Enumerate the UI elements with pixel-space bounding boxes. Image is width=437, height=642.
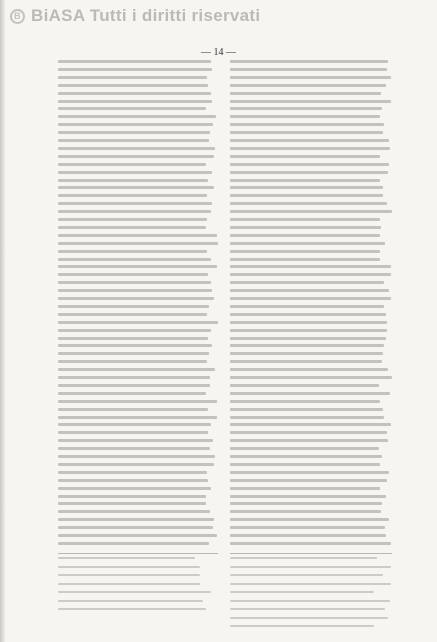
text-line-placeholder — [58, 400, 217, 403]
text-line-placeholder — [230, 139, 389, 142]
text-line-placeholder — [58, 557, 195, 559]
text-line-placeholder — [230, 463, 380, 466]
text-line-placeholder — [230, 600, 390, 602]
text-line-placeholder — [230, 400, 380, 403]
watermark-text: BiASA Tutti i diritti riservati — [31, 6, 261, 25]
footnote-rule-left — [58, 553, 218, 554]
text-line-placeholder — [230, 392, 390, 395]
text-line-placeholder — [58, 376, 210, 379]
text-line-placeholder — [58, 92, 211, 95]
text-line-placeholder — [230, 337, 386, 340]
text-line-placeholder — [58, 431, 208, 434]
text-line-placeholder — [230, 115, 380, 118]
text-line-placeholder — [230, 76, 391, 79]
text-line-placeholder — [58, 487, 211, 490]
text-line-placeholder — [58, 305, 209, 308]
text-line-placeholder — [230, 234, 380, 237]
text-line-placeholder — [58, 510, 210, 513]
text-line-placeholder — [230, 423, 391, 426]
text-line-placeholder — [58, 123, 213, 126]
text-line-placeholder — [58, 329, 211, 332]
text-line-placeholder — [58, 281, 211, 284]
text-line-placeholder — [58, 218, 207, 221]
text-line-placeholder — [58, 250, 207, 253]
text-line-placeholder — [58, 439, 213, 442]
text-line-placeholder — [230, 218, 380, 221]
text-line-placeholder — [230, 68, 387, 71]
text-line-placeholder — [230, 60, 388, 63]
text-line-placeholder — [58, 194, 207, 197]
text-line-placeholder — [230, 471, 389, 474]
text-line-placeholder — [58, 471, 207, 474]
text-line-placeholder — [58, 463, 214, 466]
text-line-placeholder — [58, 392, 206, 395]
text-line-placeholder — [230, 360, 382, 363]
text-line-placeholder — [58, 447, 210, 450]
text-line-placeholder — [230, 534, 386, 537]
text-line-placeholder — [58, 600, 203, 602]
text-line-placeholder — [58, 408, 208, 411]
text-line-placeholder — [230, 289, 389, 292]
text-line-placeholder — [230, 250, 380, 253]
text-line-placeholder — [58, 234, 217, 237]
text-line-placeholder — [230, 186, 383, 189]
text-line-placeholder — [230, 542, 391, 545]
text-line-placeholder — [230, 194, 383, 197]
text-line-placeholder — [58, 76, 207, 79]
text-line-placeholder — [230, 202, 387, 205]
text-line-placeholder — [230, 179, 380, 182]
text-line-placeholder — [58, 100, 212, 103]
text-line-placeholder — [230, 557, 377, 559]
text-line-placeholder — [230, 163, 389, 166]
text-line-placeholder — [58, 518, 214, 521]
text-line-placeholder — [230, 297, 391, 300]
text-line-placeholder — [58, 210, 211, 213]
text-line-placeholder — [230, 305, 384, 308]
text-line-placeholder — [58, 344, 212, 347]
text-line-placeholder — [58, 455, 215, 458]
text-line-placeholder — [230, 273, 391, 276]
text-line-placeholder — [58, 352, 209, 355]
text-line-placeholder — [58, 608, 206, 610]
text-line-placeholder — [230, 608, 385, 610]
text-line-placeholder — [230, 617, 388, 619]
text-line-placeholder — [230, 210, 392, 213]
text-line-placeholder — [58, 313, 207, 316]
text-line-placeholder — [230, 591, 374, 593]
text-line-placeholder — [230, 408, 383, 411]
text-line-placeholder — [230, 566, 391, 568]
text-line-placeholder — [230, 242, 385, 245]
page-number: — 14 — — [201, 47, 236, 58]
text-line-placeholder — [230, 510, 381, 513]
text-line-placeholder — [230, 321, 387, 324]
text-line-placeholder — [58, 155, 214, 158]
text-line-placeholder — [230, 625, 374, 627]
text-line-placeholder — [230, 495, 386, 498]
text-line-placeholder — [230, 487, 380, 490]
text-line-placeholder — [58, 289, 212, 292]
text-line-placeholder — [230, 147, 390, 150]
text-line-placeholder — [58, 242, 218, 245]
text-line-placeholder — [58, 321, 218, 324]
text-line-placeholder — [230, 107, 382, 110]
text-line-placeholder — [58, 265, 217, 268]
watermark-logo-icon: B — [10, 9, 25, 24]
text-line-placeholder — [58, 591, 211, 593]
text-line-placeholder — [58, 534, 217, 537]
text-line-placeholder — [58, 139, 209, 142]
text-line-placeholder — [230, 92, 381, 95]
text-line-placeholder — [230, 526, 385, 529]
text-line-placeholder — [58, 337, 208, 340]
text-line-placeholder — [58, 273, 208, 276]
text-line-placeholder — [230, 265, 391, 268]
text-line-placeholder — [58, 368, 215, 371]
text-line-placeholder — [230, 368, 388, 371]
text-line-placeholder — [58, 360, 207, 363]
page-edge-shadow — [0, 0, 6, 642]
text-line-placeholder — [230, 226, 381, 229]
text-line-placeholder — [58, 574, 200, 576]
text-line-placeholder — [58, 566, 200, 568]
text-line-placeholder — [58, 131, 210, 134]
text-line-placeholder — [230, 100, 391, 103]
text-line-placeholder — [58, 147, 215, 150]
text-line-placeholder — [58, 526, 213, 529]
text-line-placeholder — [230, 131, 383, 134]
text-line-placeholder — [58, 384, 210, 387]
text-line-placeholder — [230, 123, 384, 126]
text-line-placeholder — [230, 518, 389, 521]
text-line-placeholder — [230, 376, 392, 379]
text-line-placeholder — [230, 258, 380, 261]
text-line-placeholder — [230, 574, 383, 576]
text-line-placeholder — [58, 115, 216, 118]
text-line-placeholder — [230, 344, 384, 347]
text-line-placeholder — [58, 416, 217, 419]
text-line-placeholder — [58, 495, 206, 498]
text-line-placeholder — [230, 384, 379, 387]
text-line-placeholder — [58, 179, 208, 182]
text-line-placeholder — [58, 68, 212, 71]
text-line-placeholder — [58, 84, 208, 87]
text-line-placeholder — [230, 281, 384, 284]
text-line-placeholder — [58, 202, 212, 205]
text-line-placeholder — [230, 171, 388, 174]
text-line-placeholder — [230, 502, 382, 505]
text-line-placeholder — [230, 447, 379, 450]
text-line-placeholder — [58, 297, 214, 300]
text-line-placeholder — [58, 60, 211, 63]
text-line-placeholder — [230, 352, 383, 355]
text-line-placeholder — [58, 258, 211, 261]
text-line-placeholder — [58, 163, 206, 166]
text-line-placeholder — [58, 171, 212, 174]
text-line-placeholder — [230, 329, 387, 332]
text-line-placeholder — [58, 542, 209, 545]
text-line-placeholder — [230, 155, 380, 158]
text-line-placeholder — [58, 186, 214, 189]
text-line-placeholder — [230, 313, 386, 316]
footnote-rule-right — [230, 553, 392, 554]
watermark — [10, 6, 427, 26]
text-line-placeholder — [58, 479, 208, 482]
text-line-placeholder — [230, 84, 386, 87]
text-line-placeholder — [58, 226, 206, 229]
text-line-placeholder — [58, 583, 200, 585]
text-line-placeholder — [58, 502, 206, 505]
text-line-placeholder — [58, 423, 211, 426]
text-line-placeholder — [230, 431, 387, 434]
text-line-placeholder — [230, 416, 384, 419]
text-line-placeholder — [230, 455, 382, 458]
text-line-placeholder — [58, 107, 206, 110]
text-line-placeholder — [230, 583, 391, 585]
text-line-placeholder — [230, 479, 387, 482]
text-line-placeholder — [230, 439, 388, 442]
